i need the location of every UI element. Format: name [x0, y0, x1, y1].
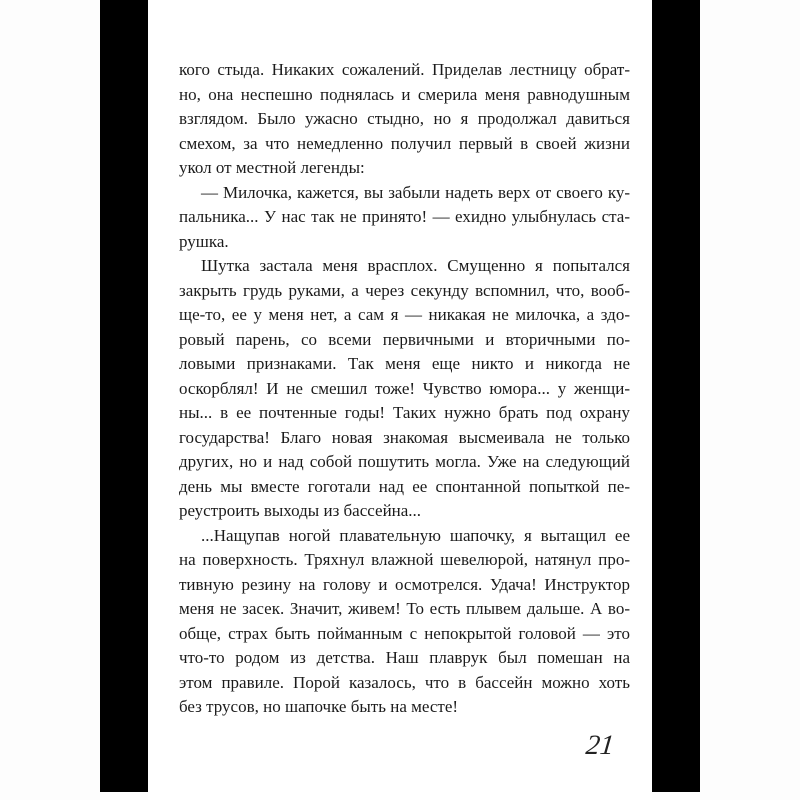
paragraph [179, 524, 630, 720]
paragraph [179, 58, 630, 181]
text-line: укол от местной легенды: [179, 158, 365, 177]
text-line: других, но и над собой пошутить могла. Уже на следующий [179, 452, 630, 471]
text-line: реустроить выходы из бассейна... [179, 501, 422, 520]
text-line: день мы вместе гоготали над ее спонтанной попыткой пе- [179, 476, 630, 496]
text-line: ...Нащупав ногой плавательную шапочку, я вытащил ее [201, 525, 630, 545]
text-line: ще-то, ее у меня нет, а сам я — никакая не милочка, а здо- [179, 305, 630, 324]
text-line: меня не засек. Значит, живем! То есть плывем дальше. А во- [179, 599, 630, 618]
text-line: смехом, за что немедленно получил первый в своей жизни [179, 133, 630, 153]
text-line: ровый парень, со всеми первичными и вторичными по- [179, 329, 630, 349]
paragraph [179, 254, 630, 524]
text-block [179, 58, 630, 720]
text-line: тивную резину на голову и осмотрелся. Удача! Инструктор [179, 574, 630, 594]
page-number: 21 [584, 730, 616, 761]
text-line: государства! Благо новая знакомая высмеивала не только [179, 427, 630, 447]
text-line: — Милочка, кажется, вы забыли надеть верх от своего ку- [201, 182, 630, 202]
text-line: кого стыда. Никаких сожалений. Приделав лестницу обрат- [179, 60, 630, 79]
text-line: Шутка застала меня врасплох. Смущенно я попытался [201, 256, 630, 275]
text-line: обще, страх быть пойманным с непокрытой головой — это [179, 623, 630, 643]
text-line: но, она неспешно поднялась и смерила меня равнодушным [179, 84, 630, 104]
text-line: что-то родом из детства. Наш плаврук был помешан на [179, 648, 630, 667]
text-line: оскорблял! И не смешил тоже! Чувство юмора... у женщи- [179, 378, 630, 398]
text-line: рушка. [179, 231, 229, 251]
text-line: ны... в ее почтенные годы! Таких нужно брать под охрану [179, 403, 630, 422]
paragraph [179, 181, 630, 255]
scan-edge-right [652, 0, 700, 792]
text-line: этом правиле. Порой казалось, что в бассейн можно хоть [179, 672, 630, 692]
text-line: без трусов, но шапочке быть на месте! [179, 697, 459, 716]
scan-edge-left [100, 0, 148, 792]
text-line: взглядом. Было ужасно стыдно, но я продолжал давиться [179, 109, 630, 128]
text-line: ловыми признаками. Так меня еще никто и никогда не [179, 354, 630, 373]
text-line: на поверхность. Тряхнул влажной шевелюрой, натянул про- [179, 550, 630, 569]
text-line: пальника... У нас так не принято! — ехидно улыбнулась ста- [179, 207, 630, 226]
text-line: закрыть грудь руками, а через секунду вспомнил, что, вооб- [179, 280, 630, 300]
